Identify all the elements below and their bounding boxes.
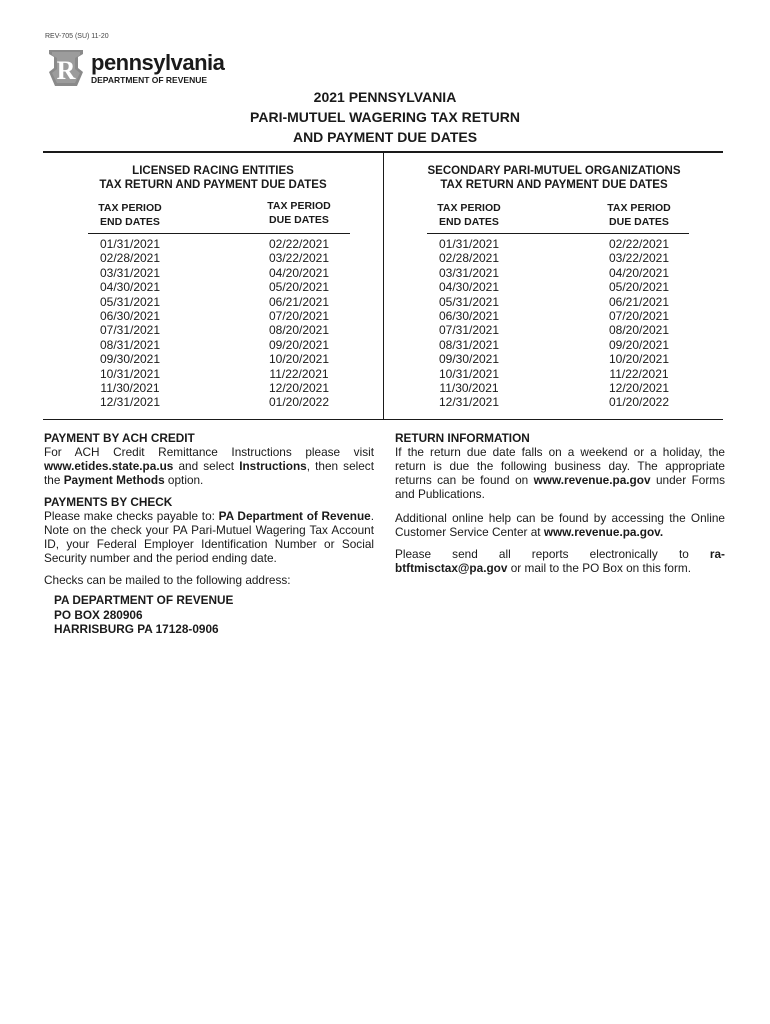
page-title [0, 87, 770, 147]
left-col2-header-line2: DUE DATES [269, 214, 329, 226]
end-date-cell: 03/31/2021 [438, 265, 500, 280]
right-table-heading [384, 164, 724, 192]
due-date-cell: 04/20/2021 [268, 265, 330, 280]
mailing-address [44, 593, 374, 637]
right-end-dates-list [404, 237, 534, 410]
right-col2-header-line2: DUE DATES [609, 216, 669, 228]
send-text: Please send all reports electronically to ra-btftmisctax@pa.gov or mail to the PO Box on this form. [395, 547, 725, 575]
ach-section [44, 431, 374, 487]
due-date-cell: 11/22/2021 [269, 366, 329, 381]
right-col1-header-line1: TAX PERIOD [437, 202, 501, 214]
bottom-divider [43, 419, 723, 420]
end-date-cell: 02/28/2021 [438, 251, 500, 266]
due-date-cell: 09/20/2021 [268, 337, 330, 352]
right-due-dates-list [574, 237, 704, 410]
left-col-end-dates-header [65, 201, 195, 229]
return-info-section [395, 431, 725, 575]
logo-department-text: DEPARTMENT OF REVENUE [91, 75, 208, 85]
column-divider [383, 153, 384, 419]
help-text: Additional online help can be found by accessing the Online Customer Service Center at www.revenue.pa.gov. [395, 511, 725, 539]
pa-revenue-logo [47, 48, 225, 90]
right-col1-header-line2: END DATES [439, 216, 499, 228]
etides-link[interactable]: www.etides.state.pa.us [44, 459, 174, 473]
due-date-cell: 08/20/2021 [268, 323, 330, 338]
address-line-3: HARRISBURG PA 17128-0906 [54, 622, 219, 636]
left-col2-header-line1: TAX PERIOD [267, 200, 331, 212]
left-heading-line-2: TAX RETURN AND PAYMENT DUE DATES [99, 179, 327, 191]
title-line-1: 2021 PENNSYLVANIA [313, 89, 457, 105]
keystone-emblem-icon [47, 48, 85, 88]
svg-text:R: R [56, 56, 76, 85]
check-heading: PAYMENTS BY CHECK [44, 495, 173, 509]
end-date-cell: 03/31/2021 [99, 265, 161, 280]
left-end-dates-list [65, 237, 195, 410]
end-date-cell: 07/31/2021 [99, 323, 161, 338]
title-line-3: AND PAYMENT DUE DATES [292, 129, 478, 145]
right-col-end-dates-header [404, 201, 534, 229]
end-date-cell: 08/31/2021 [438, 337, 500, 352]
due-date-cell: 01/20/2022 [608, 395, 670, 410]
due-date-cell: 03/22/2021 [268, 251, 330, 266]
end-date-cell: 02/28/2021 [99, 251, 161, 266]
end-date-cell: 11/30/2021 [100, 380, 160, 395]
end-date-cell: 08/31/2021 [99, 337, 161, 352]
form-id: REV-705 (SU) 11-20 [45, 33, 109, 40]
right-heading-line-1: SECONDARY PARI-MUTUEL ORGANIZATIONS [427, 165, 681, 177]
title-line-2: PARI-MUTUEL WAGERING TAX RETURN [250, 109, 520, 125]
due-date-cell: 05/20/2021 [608, 280, 670, 295]
right-col-due-dates-header [574, 201, 704, 229]
left-col1-header-line2: END DATES [100, 216, 160, 228]
end-date-cell: 09/30/2021 [438, 352, 500, 367]
due-date-cell: 06/21/2021 [268, 294, 330, 309]
left-table-heading [43, 164, 383, 192]
left-heading-line-1: LICENSED RACING ENTITIES [132, 165, 294, 177]
due-date-cell: 10/20/2021 [268, 352, 330, 367]
end-date-cell: 04/30/2021 [438, 280, 500, 295]
address-line-1: PA DEPARTMENT OF REVENUE [54, 593, 234, 607]
due-date-cell: 02/22/2021 [608, 237, 670, 251]
due-date-cell: 10/20/2021 [608, 352, 670, 367]
end-date-cell: 12/31/2021 [99, 395, 161, 410]
mail-intro: Checks can be mailed to the following address: [44, 573, 291, 587]
end-date-cell: 12/31/2021 [438, 395, 500, 410]
end-date-cell: 06/30/2021 [438, 308, 500, 323]
end-date-cell: 10/31/2021 [438, 366, 500, 381]
due-date-cell: 04/20/2021 [608, 265, 670, 280]
due-date-cell: 02/22/2021 [268, 237, 330, 251]
due-date-cell: 03/22/2021 [608, 251, 670, 266]
right-col2-header-line1: TAX PERIOD [607, 202, 671, 214]
address-line-2: PO BOX 280906 [54, 607, 143, 622]
due-date-cell: 07/20/2021 [608, 308, 670, 323]
left-col1-header-line1: TAX PERIOD [98, 202, 162, 214]
end-date-cell: 04/30/2021 [99, 280, 161, 295]
end-date-cell: 05/31/2021 [438, 294, 500, 309]
due-date-cell: 12/20/2021 [608, 380, 670, 395]
ach-text: For ACH Credit Remittance Instructions please visit www.etides.state.pa.us and select Instructions, then select the Payment Methods option. [44, 445, 374, 487]
ach-heading: PAYMENT BY ACH CREDIT [44, 431, 195, 445]
end-date-cell: 01/31/2021 [438, 237, 500, 251]
due-date-cell: 12/20/2021 [268, 380, 330, 395]
left-header-underline [88, 233, 350, 234]
end-date-cell: 10/31/2021 [99, 366, 161, 381]
due-date-cell: 08/20/2021 [608, 323, 670, 338]
left-col-due-dates-header [234, 199, 364, 227]
end-date-cell: 07/31/2021 [438, 323, 500, 338]
end-date-cell: 06/30/2021 [99, 308, 161, 323]
help-link[interactable]: www.revenue.pa.gov. [543, 525, 664, 539]
end-date-cell: 01/31/2021 [99, 237, 161, 251]
logo-brand-text: pennsylvania [91, 50, 225, 75]
email-link[interactable]: ra-btftmisctax@pa.gov [395, 547, 725, 575]
right-header-underline [427, 233, 689, 234]
due-date-cell: 05/20/2021 [268, 280, 330, 295]
end-date-cell: 11/30/2021 [439, 380, 499, 395]
due-date-cell: 06/21/2021 [608, 294, 670, 309]
check-text: Please make checks payable to: PA Department of Revenue. Note on the check your PA Pari-Mutuel Wagering Tax Account ID, your Federal Employer Identification Number or Social Security number and the period ending date. [44, 509, 374, 565]
return-info-heading: RETURN INFORMATION [395, 431, 530, 445]
left-due-dates-list [234, 237, 364, 410]
due-date-cell: 07/20/2021 [268, 308, 330, 323]
right-heading-line-2: TAX RETURN AND PAYMENT DUE DATES [440, 179, 668, 191]
due-date-cell: 09/20/2021 [608, 337, 670, 352]
check-section [44, 495, 374, 637]
end-date-cell: 09/30/2021 [99, 352, 161, 367]
due-date-cell: 11/22/2021 [609, 366, 669, 381]
revenue-link[interactable]: www.revenue.pa.gov [533, 473, 651, 487]
end-date-cell: 05/31/2021 [99, 294, 161, 309]
due-date-cell: 01/20/2022 [268, 395, 330, 410]
return-info-text: If the return due date falls on a weekend or a holiday, the return is due the following business day. The appropriate returns can be found on www.revenue.pa.gov under Forms and Publications. [395, 445, 725, 501]
